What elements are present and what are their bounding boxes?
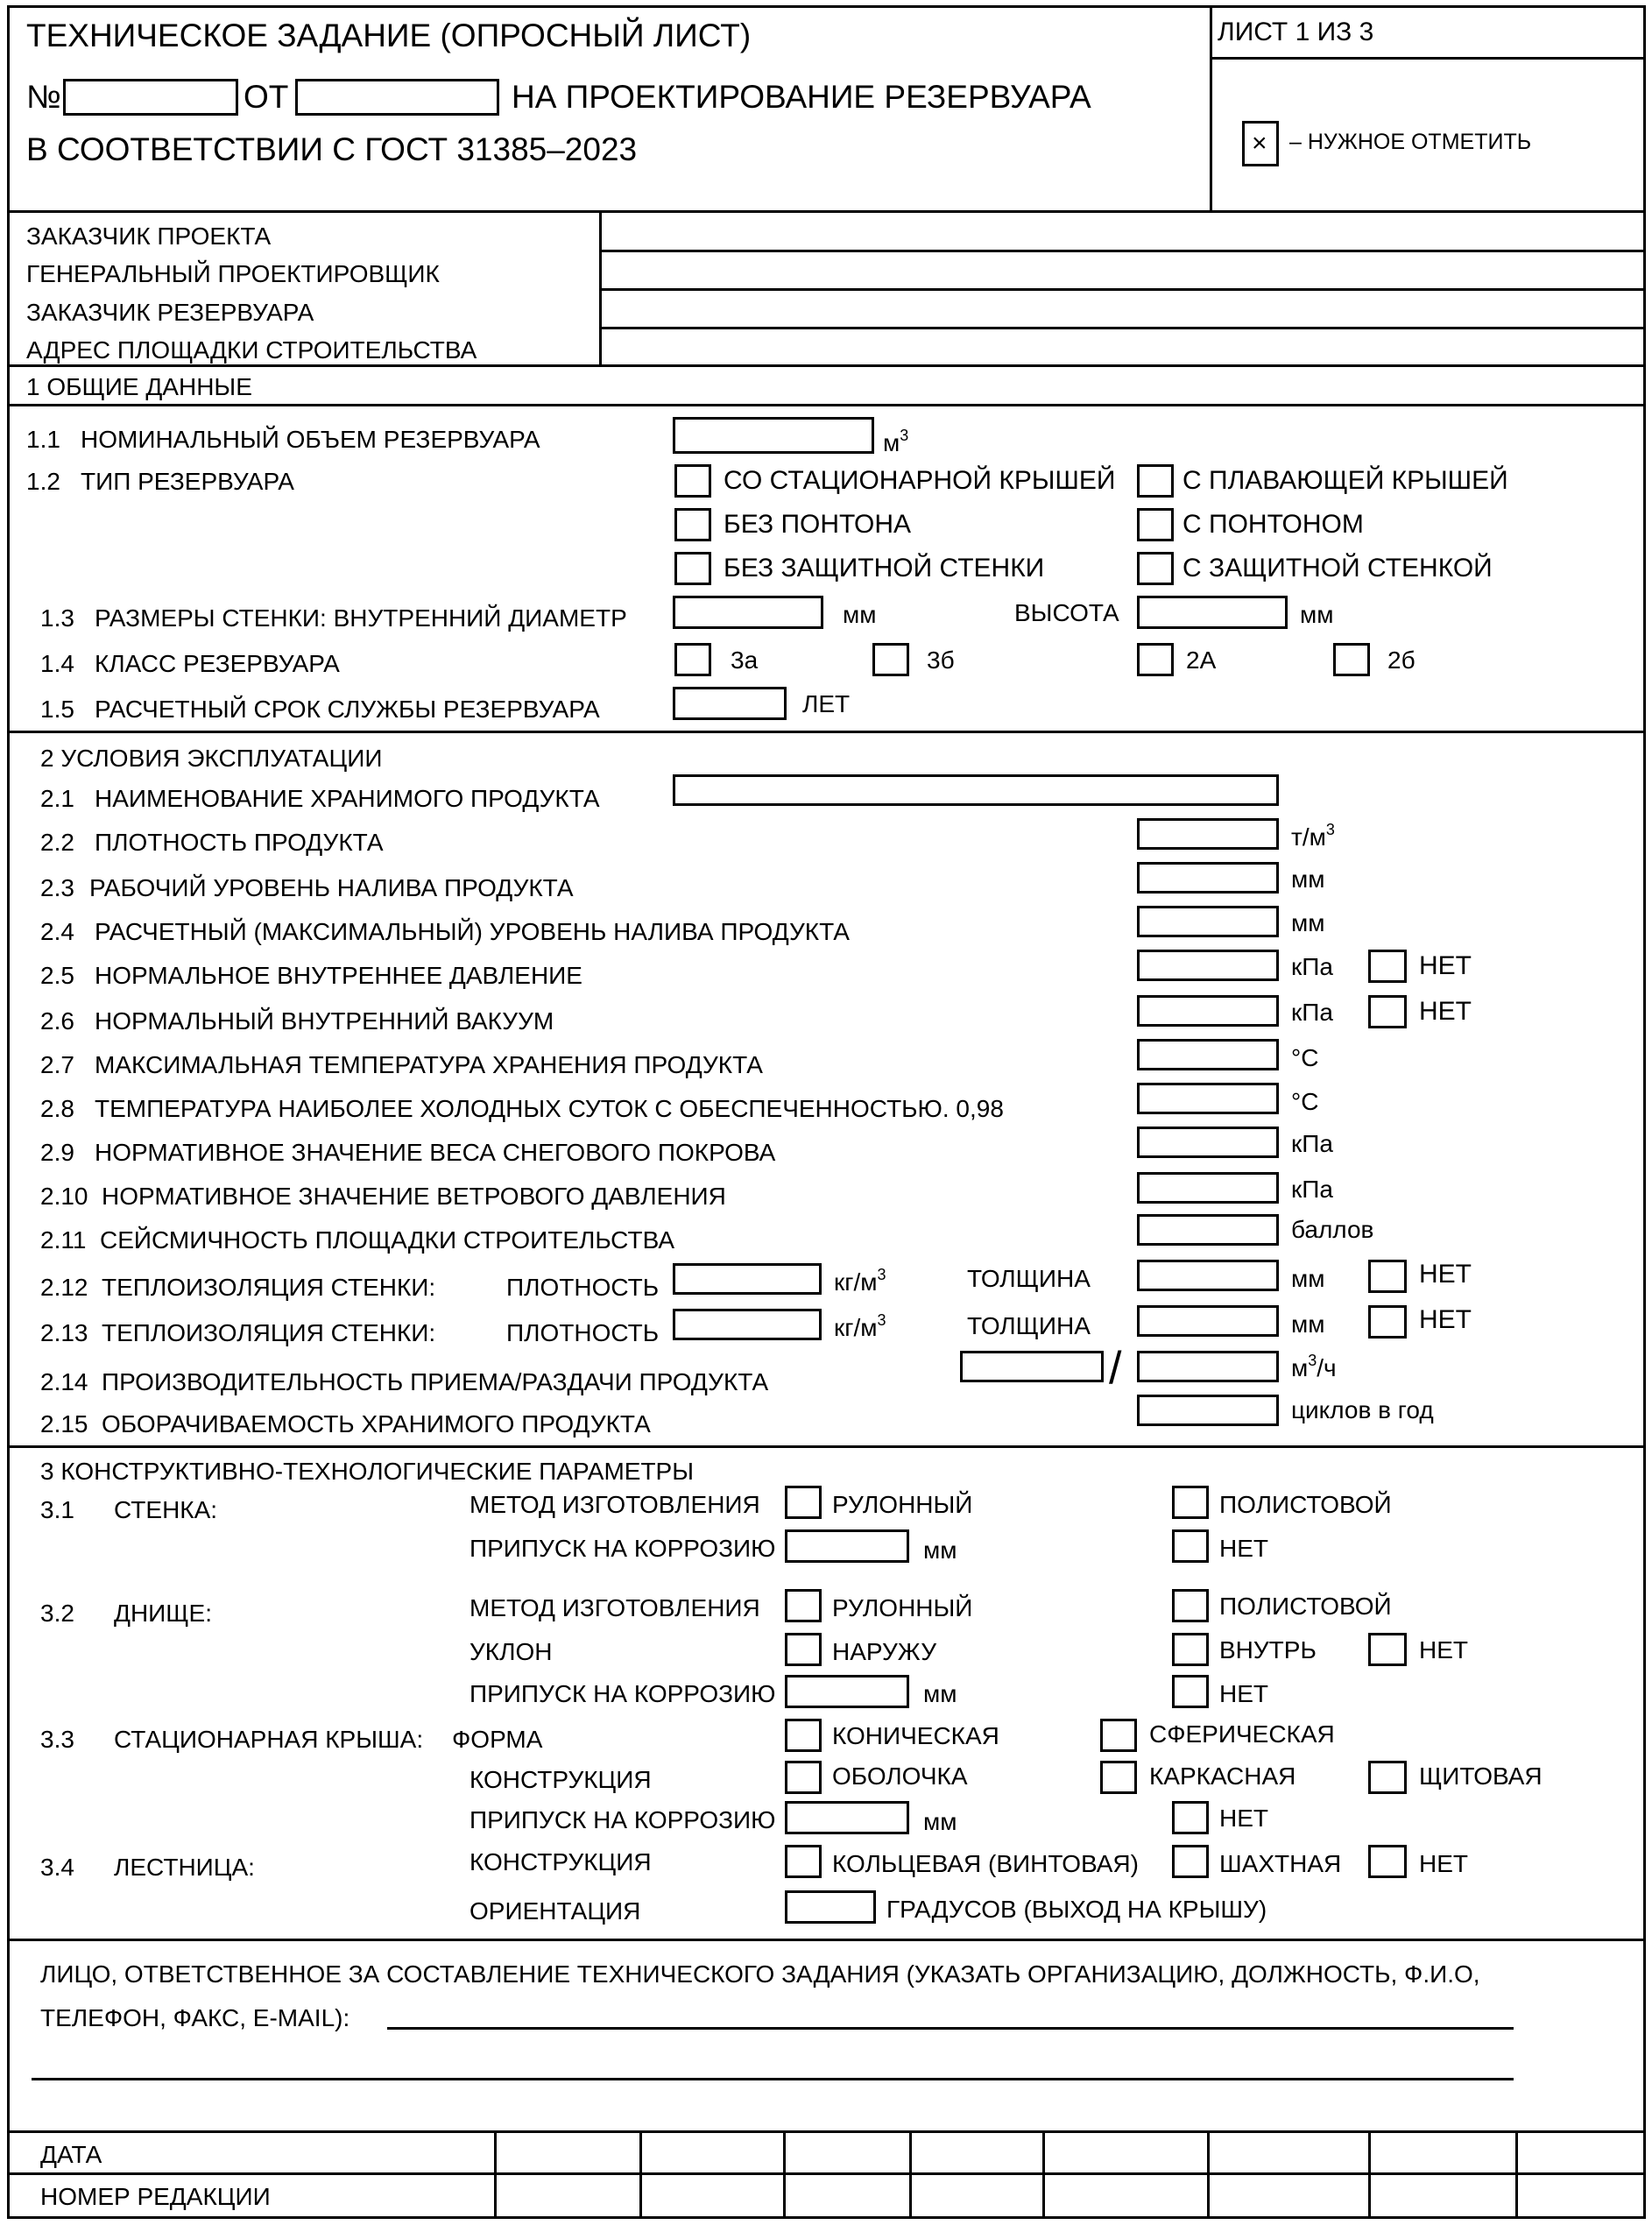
stairs-none-checkbox[interactable]: [1368, 1845, 1407, 1878]
stairs-shaft-label: ШАХТНАЯ: [1219, 1850, 1342, 1877]
item-3-4-number: 3.4: [40, 1854, 74, 1881]
item-2-10-number: 2.10: [40, 1183, 88, 1210]
wind-pressure-unit: кПа: [1291, 1176, 1333, 1203]
roof-corrosion-label: ПРИПУСК НА КОРРОЗИЮ: [469, 1806, 776, 1833]
stairs-label: ЛЕСТНИЦА:: [114, 1854, 255, 1881]
class-3b-label: 3б: [927, 646, 955, 674]
inner-diameter-field[interactable]: [673, 596, 823, 629]
frame-left: [7, 5, 10, 2219]
slope-label: УКЛОН: [469, 1638, 553, 1665]
footer-col-2: [639, 2130, 642, 2218]
wall-no-corrosion-label: НЕТ: [1219, 1535, 1268, 1562]
item-1-3-number: 1.3: [40, 604, 74, 632]
no-insulation-1-checkbox[interactable]: [1368, 1260, 1407, 1293]
wall-corrosion-field[interactable]: [785, 1529, 909, 1563]
parties-line-2: [599, 288, 1646, 291]
roof-construction-label: КОНСТРУКЦИЯ: [469, 1766, 652, 1793]
snow-load-unit: кПа: [1291, 1130, 1333, 1157]
wall-rolled-label: РУЛОННЫЙ: [832, 1491, 973, 1518]
roof-spherical-checkbox[interactable]: [1100, 1719, 1137, 1752]
item-2-4-number: 2.4: [40, 918, 74, 945]
wall-method-label: МЕТОД ИЗГОТОВЛЕНИЯ: [469, 1491, 760, 1518]
from-label: ОТ: [244, 79, 289, 115]
wall-no-corrosion-checkbox[interactable]: [1172, 1529, 1209, 1563]
insulation-1-thickness-unit: мм: [1291, 1265, 1325, 1292]
item-2-3-number: 2.3: [40, 874, 74, 901]
service-life-field[interactable]: [673, 687, 787, 720]
no-vacuum-checkbox[interactable]: [1368, 995, 1407, 1028]
unit-m: м: [883, 429, 900, 456]
item-3-1-number: 3.1: [40, 1496, 74, 1523]
stairs-shaft-checkbox[interactable]: [1172, 1845, 1209, 1878]
working-level-unit: мм: [1291, 865, 1325, 893]
parties-line-1: [599, 250, 1646, 252]
roof-shape-label: ФОРМА: [452, 1726, 543, 1753]
stairs-none-label: НЕТ: [1419, 1850, 1468, 1877]
item-2-1-label: НАИМЕНОВАНИЕ ХРАНИМОГО ПРОДУКТА: [95, 785, 600, 812]
item-1-1-number: 1.1: [26, 426, 60, 453]
parties-bottom: [7, 364, 1646, 367]
insulation-1-density-unit: [834, 1266, 886, 1296]
stairs-construction-label: КОНСТРУКЦИЯ: [469, 1848, 652, 1875]
pontoon-checkbox[interactable]: [1137, 508, 1174, 541]
roof-label: СТАЦИОНАРНАЯ КРЫША:: [114, 1726, 424, 1753]
item-1-5-number: 1.5: [40, 696, 74, 723]
wall-height-field[interactable]: [1137, 596, 1288, 629]
tank-customer-label: ЗАКАЗЧИК РЕЗЕРВУАРА: [26, 299, 314, 326]
bottom-label: ДНИЩЕ:: [114, 1600, 213, 1627]
item-3-3-number: 3.3: [40, 1726, 74, 1753]
insulation-2-thickness-label: ТОЛЩИНА: [967, 1312, 1091, 1339]
internal-pressure-field[interactable]: [1137, 950, 1279, 981]
class-2b-label: 2б: [1387, 646, 1415, 674]
wall-sheet-checkbox[interactable]: [1172, 1486, 1209, 1519]
sheet-divider: [1210, 57, 1646, 60]
item-2-9-label: НОРМАТИВНОЕ ЗНАЧЕНИЕ ВЕСА СНЕГОВОГО ПОКРОВА: [95, 1139, 776, 1166]
no-insulation-2-checkbox[interactable]: [1368, 1305, 1407, 1339]
wall-label: СТЕНКА:: [114, 1496, 218, 1523]
unit-text: т/м: [1291, 823, 1326, 851]
section-3-bottom: [7, 1939, 1646, 1941]
item-2-11-number: 2.11: [40, 1226, 87, 1254]
item-2-6-number: 2.6: [40, 1007, 74, 1035]
wall-corrosion-label: ПРИПУСК НА КОРРОЗИЮ: [469, 1535, 776, 1562]
responsible-input-line-1[interactable]: [387, 2027, 1514, 2030]
orientation-label: ОРИЕНТАЦИЯ: [469, 1897, 641, 1925]
slope-none-checkbox[interactable]: [1368, 1633, 1407, 1666]
responsible-input-line-2[interactable]: [32, 2078, 1514, 2080]
wind-pressure-field[interactable]: [1137, 1172, 1279, 1204]
item-1-2-label: ТИП РЕЗЕРВУАРА: [81, 468, 294, 495]
item-1-2-number: 1.2: [26, 468, 60, 495]
class-2a-label: 2А: [1186, 646, 1217, 674]
roof-conical-label: КОНИЧЕСКАЯ: [832, 1722, 999, 1749]
capacity-slash: /: [1109, 1343, 1122, 1394]
insulation-2-thickness-unit: мм: [1291, 1310, 1325, 1338]
unit-m: м: [1291, 1354, 1309, 1381]
project-customer-label: ЗАКАЗЧИК ПРОЕКТА: [26, 222, 272, 250]
number-field[interactable]: [63, 79, 238, 116]
roof-shell-checkbox[interactable]: [785, 1761, 822, 1794]
item-3-2-number: 3.2: [40, 1600, 74, 1627]
frame-right: [1643, 5, 1646, 2219]
roof-frame-label: КАРКАСНАЯ: [1149, 1762, 1296, 1790]
bottom-rolled-label: РУЛОННЫЙ: [832, 1594, 973, 1621]
legend-checkbox: [1242, 121, 1279, 166]
protective-wall-label: С ЗАЩИТНОЙ СТЕНКОЙ: [1183, 554, 1493, 583]
product-name-field[interactable]: [673, 774, 1279, 806]
item-2-3-label: РАБОЧИЙ УРОВЕНЬ НАЛИВА ПРОДУКТА: [89, 874, 574, 901]
working-level-field[interactable]: [1137, 862, 1279, 894]
parties-line-3: [599, 327, 1646, 329]
form-title: ТЕХНИЧЕСКОЕ ЗАДАНИЕ (ОПРОСНЫЙ ЛИСТ): [26, 18, 752, 53]
cold-temperature-unit: °С: [1291, 1088, 1319, 1115]
protective-wall-checkbox[interactable]: [1137, 552, 1174, 585]
insulation-2-density-unit: [834, 1311, 886, 1341]
unit-text: кг/м: [834, 1314, 878, 1341]
item-2-15-label: ОБОРАЧИВАЕМОСТЬ ХРАНИМОГО ПРОДУКТА: [102, 1410, 651, 1437]
item-2-9-number: 2.9: [40, 1139, 74, 1166]
internal-pressure-unit: кПа: [1291, 953, 1333, 980]
footer-col-1: [494, 2130, 497, 2218]
no-vacuum-label: НЕТ: [1419, 997, 1472, 1026]
intake-capacity-field[interactable]: [960, 1351, 1104, 1382]
max-temperature-unit: °С: [1291, 1044, 1319, 1071]
roof-frame-checkbox[interactable]: [1100, 1761, 1137, 1794]
item-2-13-number: 2.13: [40, 1319, 88, 1346]
purpose-text: НА ПРОЕКТИРОВАНИЕ РЕЗЕРВУАРА: [512, 79, 1091, 115]
seismicity-field[interactable]: [1137, 1214, 1279, 1246]
class-3a-checkbox[interactable]: [674, 643, 711, 676]
roof-shell-label: ОБОЛОЧКА: [832, 1762, 968, 1790]
section-1-title-bottom: [7, 404, 1646, 406]
footer-middle: [7, 2172, 1646, 2175]
section-2-title: 2 УСЛОВИЯ ЭКСПЛУАТАЦИИ: [40, 745, 383, 772]
item-2-10-label: НОРМАТИВНОЕ ЗНАЧЕНИЕ ВЕТРОВОГО ДАВЛЕНИЯ: [102, 1183, 726, 1210]
item-1-5-label: РАСЧЕТНЫЙ СРОК СЛУЖБЫ РЕЗЕРВУАРА: [95, 696, 600, 723]
date-field[interactable]: [295, 79, 499, 116]
footer-col-8: [1515, 2130, 1518, 2218]
revision-row-label: НОМЕР РЕДАКЦИИ: [40, 2183, 271, 2210]
footer-col-7: [1368, 2130, 1371, 2218]
turnover-field[interactable]: [1137, 1395, 1279, 1426]
footer-col-5: [1042, 2130, 1045, 2218]
item-1-4-label: КЛАСС РЕЗЕРВУАРА: [95, 650, 340, 677]
unit-sup: 3: [1308, 1352, 1317, 1369]
internal-vacuum-field[interactable]: [1137, 995, 1279, 1027]
no-insulation-1-label: НЕТ: [1419, 1260, 1472, 1289]
sheet-number: ЛИСТ 1 ИЗ 3: [1218, 18, 1374, 46]
seismicity-unit: баллов: [1291, 1216, 1374, 1243]
responsible-line-1: ЛИЦО, ОТВЕТСТВЕННОЕ ЗА СОСТАВЛЕНИЕ ТЕХНИЧЕСКОГО ЗАДАНИЯ (УКАЗАТЬ ОРГАНИЗАЦИЮ, ДОЛЖНОСТЬ, Ф.И.О,: [40, 1960, 1480, 1988]
item-2-12-number: 2.12: [40, 1274, 88, 1301]
bottom-sheet-checkbox[interactable]: [1172, 1589, 1209, 1622]
bottom-no-corrosion-checkbox[interactable]: [1172, 1675, 1209, 1708]
section-2-bottom: [7, 1445, 1646, 1448]
insulation-2-density-label: ПЛОТНОСТЬ: [506, 1319, 660, 1346]
footer-col-6: [1207, 2130, 1210, 2218]
roof-no-corrosion-checkbox[interactable]: [1172, 1801, 1209, 1834]
snow-load-field[interactable]: [1137, 1127, 1279, 1158]
height-unit: мм: [1300, 601, 1334, 628]
standard-text: В СООТВЕТСТВИИ С ГОСТ 31385–2023: [26, 131, 638, 167]
slope-outward-checkbox[interactable]: [785, 1633, 822, 1666]
roof-panel-label: ЩИТОВАЯ: [1419, 1762, 1543, 1790]
item-1-1-label: НОМИНАЛЬНЫЙ ОБЪЕМ РЕЗЕРВУАРА: [81, 426, 540, 453]
bottom-corrosion-field[interactable]: [785, 1675, 909, 1708]
stairs-ring-checkbox[interactable]: [785, 1845, 822, 1878]
item-2-5-number: 2.5: [40, 962, 74, 989]
density-unit: [1291, 821, 1335, 851]
item-2-8-label: ТЕМПЕРАТУРА НАИБОЛЕЕ ХОЛОДНЫХ СУТОК С ОБЕСПЕЧЕННОСТЬЮ. 0,98: [95, 1095, 1004, 1122]
slope-none-label: НЕТ: [1419, 1636, 1468, 1663]
responsible-line-2: ТЕЛЕФОН, ФАКС, E-MAIL):: [40, 2004, 350, 2031]
cold-temperature-field[interactable]: [1137, 1083, 1279, 1114]
item-1-3-label: РАЗМЕРЫ СТЕНКИ: ВНУТРЕННИЙ ДИАМЕТР: [95, 604, 627, 632]
header-bottom: [7, 210, 1646, 213]
item-2-4-label: РАСЧЕТНЫЙ (МАКСИМАЛЬНЫЙ) УРОВЕНЬ НАЛИВА ПРОДУКТА: [95, 918, 850, 945]
item-2-5-label: НОРМАЛЬНОЕ ВНУТРЕННЕЕ ДАВЛЕНИЕ: [95, 962, 582, 989]
no-pressure-label: НЕТ: [1419, 951, 1472, 980]
service-life-unit: ЛЕТ: [802, 690, 851, 717]
floating-roof-checkbox[interactable]: [1137, 464, 1174, 498]
unit-sup: 3: [1325, 821, 1335, 838]
class-2b-checkbox[interactable]: [1333, 643, 1370, 676]
no-protective-wall-label: БЕЗ ЗАЩИТНОЙ СТЕНКИ: [724, 554, 1045, 583]
insulation-1-thickness-label: ТОЛЩИНА: [967, 1265, 1091, 1292]
slope-inward-checkbox[interactable]: [1172, 1633, 1209, 1666]
slope-inward-label: ВНУТРЬ: [1219, 1636, 1317, 1663]
frame-top: [7, 5, 1646, 8]
wall-rolled-checkbox[interactable]: [785, 1486, 822, 1519]
item-2-1-number: 2.1: [40, 785, 74, 812]
section-1-bottom: [7, 731, 1646, 733]
unit-per-hour: /ч: [1317, 1354, 1337, 1381]
class-3a-label: 3а: [731, 646, 759, 674]
bottom-corrosion-unit: мм: [923, 1680, 957, 1707]
floating-roof-label: С ПЛАВАЮЩЕЙ КРЫШЕЙ: [1183, 466, 1508, 495]
bottom-rolled-checkbox[interactable]: [785, 1589, 822, 1622]
footer-top: [7, 2130, 1646, 2133]
item-2-13-label: ТЕПЛОИЗОЛЯЦИЯ СТЕНКИ:: [102, 1319, 436, 1346]
frame-bottom: [7, 2216, 1646, 2219]
section-3-title: 3 КОНСТРУКТИВНО-ТЕХНОЛОГИЧЕСКИЕ ПАРАМЕТРЫ: [40, 1458, 695, 1485]
stairs-ring-label: КОЛЬЦЕВАЯ (ВИНТОВАЯ): [832, 1850, 1139, 1877]
no-pressure-checkbox[interactable]: [1368, 950, 1407, 983]
item-2-15-number: 2.15: [40, 1410, 88, 1437]
roof-spherical-label: СФЕРИЧЕСКАЯ: [1149, 1720, 1335, 1748]
no-protective-wall-checkbox[interactable]: [674, 552, 711, 585]
bottom-method-label: МЕТОД ИЗГОТОВЛЕНИЯ: [469, 1594, 760, 1621]
item-2-14-label: ПРОИЗВОДИТЕЛЬНОСТЬ ПРИЕМА/РАЗДАЧИ ПРОДУКТА: [102, 1368, 769, 1395]
section-1-title: 1 ОБЩИЕ ДАННЫЕ: [26, 373, 252, 400]
product-density-field[interactable]: [1137, 818, 1279, 850]
roof-corrosion-field[interactable]: [785, 1801, 909, 1834]
date-row-label: ДАТА: [40, 2141, 102, 2168]
unit-sup: 3: [900, 427, 909, 444]
roof-no-corrosion-label: НЕТ: [1219, 1805, 1268, 1832]
item-2-14-number: 2.14: [40, 1368, 88, 1395]
item-2-2-label: ПЛОТНОСТЬ ПРОДУКТА: [95, 829, 384, 856]
class-2a-checkbox[interactable]: [1137, 643, 1174, 676]
item-2-7-number: 2.7: [40, 1051, 74, 1078]
orientation-unit: ГРАДУСОВ (ВЫХОД НА КРЫШУ): [886, 1896, 1267, 1923]
no-pontoon-label: БЕЗ ПОНТОНА: [724, 510, 912, 539]
discharge-capacity-field[interactable]: [1137, 1351, 1279, 1382]
internal-vacuum-unit: кПа: [1291, 999, 1333, 1026]
pontoon-label: С ПОНТОНОМ: [1183, 510, 1364, 539]
site-address-label: АДРЕС ПЛОЩАДКИ СТРОИТЕЛЬСТВА: [26, 336, 477, 364]
general-designer-label: ГЕНЕРАЛЬНЫЙ ПРОЕКТИРОВЩИК: [26, 260, 440, 287]
bottom-corrosion-label: ПРИПУСК НА КОРРОЗИЮ: [469, 1680, 776, 1707]
slope-outward-label: НАРУЖУ: [832, 1638, 936, 1665]
insulation-2-density-field[interactable]: [673, 1309, 822, 1340]
roof-corrosion-unit: мм: [923, 1808, 957, 1835]
cross-icon: ×: [1252, 129, 1267, 158]
capacity-unit: [1291, 1352, 1337, 1381]
unit-text: кг/м: [834, 1268, 878, 1296]
item-2-8-number: 2.8: [40, 1095, 74, 1122]
number-label: №: [26, 79, 61, 115]
roof-panel-checkbox[interactable]: [1368, 1761, 1407, 1794]
insulation-1-thickness-field[interactable]: [1137, 1260, 1279, 1291]
insulation-1-density-field[interactable]: [673, 1263, 822, 1295]
item-2-12-label: ТЕПЛОИЗОЛЯЦИЯ СТЕНКИ:: [102, 1274, 436, 1301]
item-2-2-number: 2.2: [40, 829, 74, 856]
unit-sup: 3: [877, 1266, 886, 1283]
max-level-field[interactable]: [1137, 906, 1279, 937]
footer-col-4: [909, 2130, 912, 2218]
roof-conical-checkbox[interactable]: [785, 1719, 822, 1752]
class-3b-checkbox[interactable]: [872, 643, 909, 676]
legend-text: – НУЖНОЕ ОТМЕТИТЬ: [1289, 130, 1532, 154]
fixed-roof-checkbox[interactable]: [674, 464, 711, 498]
footer-col-3: [783, 2130, 786, 2218]
insulation-1-density-label: ПЛОТНОСТЬ: [506, 1274, 660, 1301]
no-pontoon-checkbox[interactable]: [674, 508, 711, 541]
header-divider: [1210, 5, 1212, 212]
max-temperature-field[interactable]: [1137, 1039, 1279, 1070]
bottom-sheet-label: ПОЛИСТОВОЙ: [1219, 1593, 1392, 1620]
item-2-7-label: МАКСИМАЛЬНАЯ ТЕМПЕРАТУРА ХРАНЕНИЯ ПРОДУКТА: [95, 1051, 763, 1078]
fixed-roof-label: СО СТАЦИОНАРНОЙ КРЫШЕЙ: [724, 466, 1116, 495]
wall-corrosion-unit: мм: [923, 1536, 957, 1564]
turnover-unit: циклов в год: [1291, 1396, 1434, 1423]
item-1-4-number: 1.4: [40, 650, 74, 677]
orientation-field[interactable]: [785, 1890, 876, 1924]
max-level-unit: мм: [1291, 909, 1325, 936]
height-label: ВЫСОТА: [1014, 599, 1119, 626]
insulation-2-thickness-field[interactable]: [1137, 1305, 1279, 1337]
volume-unit: [883, 427, 909, 456]
nominal-volume-field[interactable]: [673, 417, 874, 454]
no-insulation-2-label: НЕТ: [1419, 1305, 1472, 1334]
unit-sup: 3: [877, 1311, 886, 1329]
wall-sheet-label: ПОЛИСТОВОЙ: [1219, 1491, 1392, 1518]
item-2-6-label: НОРМАЛЬНЫЙ ВНУТРЕННИЙ ВАКУУМ: [95, 1007, 554, 1035]
diameter-unit: мм: [843, 601, 877, 628]
item-2-11-label: СЕЙСМИЧНОСТЬ ПЛОЩАДКИ СТРОИТЕЛЬСТВА: [100, 1226, 674, 1254]
bottom-no-corrosion-label: НЕТ: [1219, 1680, 1268, 1707]
